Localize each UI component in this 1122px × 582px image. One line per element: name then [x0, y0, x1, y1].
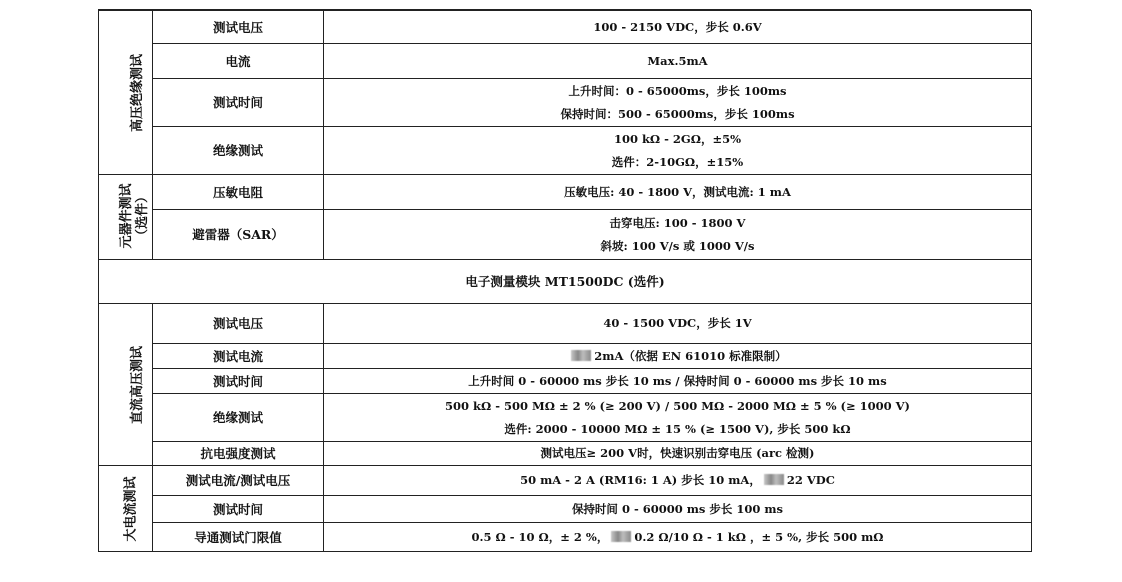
value-cell: Max.5mA	[324, 44, 1032, 79]
param-cell: 测试时间	[153, 79, 324, 127]
param-cell: 测试电流	[153, 344, 324, 369]
param-cell: 测试时间	[153, 496, 324, 523]
value-cell: 0.5 Ω - 10 Ω，± 2 %， 0.2 Ω/10 Ω - 1 kΩ ，± 5 %, 步长 500 mΩ	[324, 523, 1032, 552]
param-cell: 避雷器（SAR）	[153, 210, 324, 260]
value-cell: 50 mA - 2 A (RM16: 1 A) 步长 10 mA， 22 VDC	[324, 466, 1032, 496]
table-row	[99, 79, 1032, 127]
value-cell: 压敏电压: 40 - 1800 V，测试电流: 1 mA	[324, 175, 1032, 210]
param-cell: 绝缘测试	[153, 127, 324, 175]
param-cell: 绝缘测试	[153, 394, 324, 442]
group-label-hv-insulation: 高压绝缘测试	[99, 11, 153, 175]
table-row	[99, 175, 1032, 210]
param-cell: 电流	[153, 44, 324, 79]
redacted-mark	[764, 474, 784, 485]
group-label-high-current: 大电流测试	[99, 466, 153, 552]
param-cell: 测试电压	[153, 11, 324, 44]
redacted-mark	[571, 350, 591, 361]
value-cell: 测试电压≥ 200 V时，快速识别击穿电压 (arc 检测)	[324, 442, 1032, 466]
table-row	[99, 127, 1032, 175]
param-cell: 测试电流/测试电压	[153, 466, 324, 496]
value-cell: 40 - 1500 VDC，步长 1V	[324, 304, 1032, 344]
table-row	[99, 496, 1032, 523]
group-label-component: 元器件测试（选件）	[99, 175, 153, 260]
value-cell: 击穿电压: 100 - 1800 V 斜坡: 100 V/s 或 1000 V/s	[324, 210, 1032, 260]
section-title: 电子测量模块 MT1500DC (选件)	[99, 260, 1032, 304]
table-row	[99, 260, 1032, 304]
param-cell: 导通测试门限值	[153, 523, 324, 552]
param-cell: 测试时间	[153, 369, 324, 394]
spec-table	[98, 10, 1032, 552]
table-row	[99, 344, 1032, 369]
table-row	[99, 442, 1032, 466]
table-row	[99, 44, 1032, 79]
table-row	[99, 369, 1032, 394]
table-row	[99, 304, 1032, 344]
value-cell: 100 - 2150 VDC，步长 0.6V	[324, 11, 1032, 44]
value-cell: 上升时间：0 - 65000ms，步长 100ms 保持时间：500 - 65000ms，步长 100ms	[324, 79, 1032, 127]
table-row	[99, 394, 1032, 442]
table-row	[99, 210, 1032, 260]
value-cell: 保持时间 0 - 60000 ms 步长 100 ms	[324, 496, 1032, 523]
value-cell: 上升时间 0 - 60000 ms 步长 10 ms / 保持时间 0 - 60000 ms 步长 10 ms	[324, 369, 1032, 394]
table-row	[99, 11, 1032, 44]
param-cell: 抗电强度测试	[153, 442, 324, 466]
value-cell: 500 kΩ - 500 MΩ ± 2 % (≥ 200 V) / 500 MΩ - 2000 MΩ ± 5 % (≥ 1000 V) 选件: 2000 - 10000 MΩ ± 15 % (≥ 1500 V), 步长 500 kΩ	[324, 394, 1032, 442]
value-cell: 2mA（依据 EN 61010 标准限制）	[324, 344, 1032, 369]
param-cell: 压敏电阻	[153, 175, 324, 210]
group-label-dc-hv: 直流高压测试	[99, 304, 153, 466]
redacted-mark	[611, 531, 631, 542]
table-row	[99, 523, 1032, 552]
param-cell: 测试电压	[153, 304, 324, 344]
value-cell: 100 kΩ - 2GΩ，±5% 选件：2-10GΩ，±15%	[324, 127, 1032, 175]
table-row	[99, 466, 1032, 496]
